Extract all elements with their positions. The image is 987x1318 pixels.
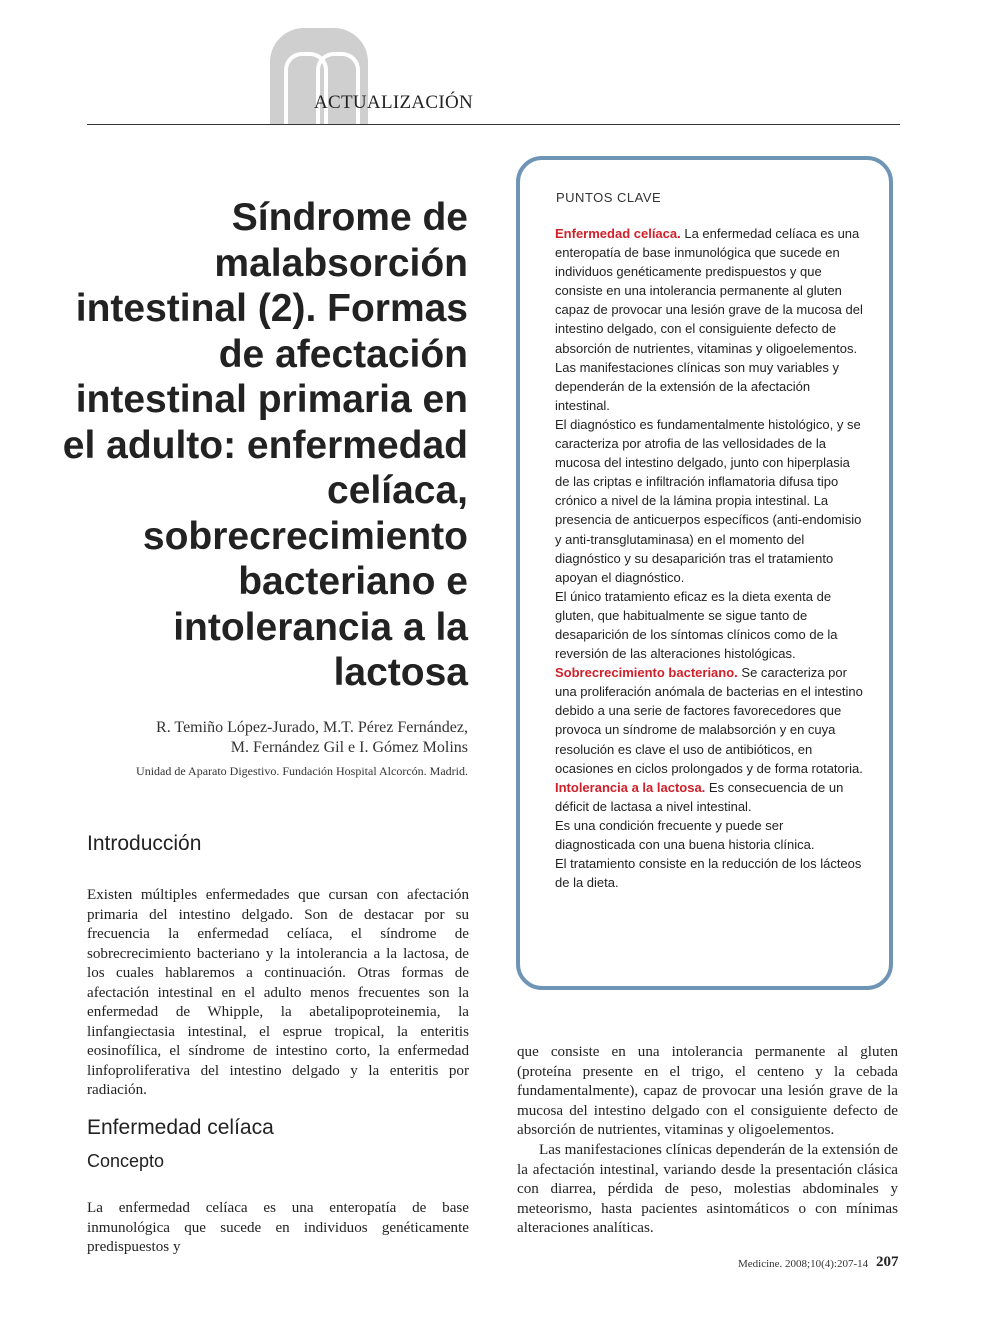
section-label: ACTUALIZACIÓN xyxy=(314,92,474,113)
authors xyxy=(87,718,468,758)
intro-paragraph: Existen múltiples enfermedades que cursan con afectación primaria del intestino delgado. Son de destacar por su frecuencia la enfermedad celíaca, el síndrome de sobrecrecimiento bacteriano y la intolerancia a la lactosa, de los cuales hablaremos a continuación. Otras formas de afectación intestinal en el adulto menos frecuentes son la enfermedad de Whipple, la abetalipoproteinemia, la linfangiectasia intestinal, el esprue tropical, la enteritis eosinofílica, el síndrome de intestino corto, la enfermedad linfoproliferativa del intestino delgado y la enteritis por radiación. xyxy=(87,887,469,1098)
kp-lact-text: Es consecuencia de un déficit de lactasa a nivel intestinal. xyxy=(555,779,844,814)
kp-celiac-p1 xyxy=(555,224,867,358)
concept-paragraph: La enfermedad celíaca es una enteropatía de base inmunológica que sucede en individuos genéticamente predispuestos y xyxy=(87,1200,469,1255)
kp-sibo-head: Sobrecrecimiento bacteriano. xyxy=(555,665,738,681)
kp-celiac-head: Enfermedad celíaca. xyxy=(555,226,681,241)
kp-celiac-p2: Las manifestaciones clínicas son muy variables y dependerán de la extensión de la afectación intestinal. xyxy=(555,359,839,413)
celiac-heading: Enfermedad celíaca xyxy=(87,1116,274,1139)
right-paragraph-2: Las manifestaciones clínicas dependerán de la extensión de la afectación intestinal, variando desde la presentación clásica con diarrea, pérdida de peso, molestias abdominales y meteorismo, hasta pacientes asintomáticos o con mínimas alteraciones analíticas. xyxy=(517,1142,898,1236)
concept-heading: Concepto xyxy=(87,1151,165,1171)
kp-sibo-text: Se caracteriza por una proliferación anómala de bacterias en el intestino debido a una serie de factores favorecedores que provoca un síndrome de malabsorción y en cuya resolución es clave el uso de antibióticos, en ocasiones en ciclos prolongados y de forma rotatoria. xyxy=(555,665,863,776)
kp-celiac-text: La enfermedad celíaca es una enteropatía de base inmunológica que sucede en individuos genéticamente predispuestos y que consiste en una intolerancia permanente al gluten capaz de provocar una lesión grave de la mucosa del intestino delgado, con el consiguiente defecto de absorción de nutrientes, vitaminas y oligoelementos. xyxy=(555,226,863,356)
footer-citation: Medicine. 2008;10(4):207-14 xyxy=(738,1258,869,1270)
kp-celiac-p3: El diagnóstico es fundamentalmente histológico, y se caracteriza por atrofia de las vellosidades de la mucosa del intestino delgado, junto con hiperplasia de las criptas e infiltración inflamatoria difusa tipo crónico a nivel de la lámina propia intestinal. La presencia de anticuerpos específicos (anti-endomisio y anti-transglutaminasa) en el momento del diagnóstico y su desaparición tras el tratamiento apoyan el diagnóstico. xyxy=(555,416,862,585)
kp-lact-p3: El tratamiento consiste en la reducción de los lácteos de la dieta. xyxy=(555,856,862,891)
kp-celiac-p4: El único tratamiento eficaz es la dieta exenta de gluten, que habitualmente se sigue tanto de desaparición de los síntomas clínicos como de la reversión de las alteraciones histológicas. xyxy=(555,588,838,662)
kp-lact-p2: Es una condición frecuente y puede ser diagnosticada con una buena historia clínica. xyxy=(555,817,815,852)
intro-heading: Introducción xyxy=(87,832,202,855)
key-points-title: PUNTOS CLAVE xyxy=(556,190,662,205)
page-number: 207 xyxy=(876,1254,899,1270)
right-paragraph-1: que consiste en una intolerancia permanente al gluten (proteína presente en el trigo, el centeno y la cebada fundamentalmente), capaz de provocar una lesión grave de la mucosa del intestino delgado con el consiguiente defecto de absorción de nutrientes, vitaminas y oligoelementos. xyxy=(517,1044,898,1138)
kp-sibo-p1 xyxy=(555,663,867,778)
kp-lact-head: Intolerancia a la lactosa. xyxy=(555,779,706,795)
header-rule xyxy=(87,124,900,125)
authors-line-1: R. Temiño López-Jurado, M.T. Pérez Fernández, xyxy=(156,719,468,736)
logo-arch-right xyxy=(316,52,360,125)
article-title: Síndrome de malabsorción intestinal (2). Formas de afectación intestinal primaria en el adulto: enfermedad celíaca, sobrecrecimiento bacteriano e intolerancia a la lactosa xyxy=(62,196,468,694)
affiliation: Unidad de Aparato Digestivo. Fundación Hospital Alcorcón. Madrid. xyxy=(136,764,468,778)
kp-lact-p1 xyxy=(555,778,867,816)
authors-line-2: M. Fernández Gil e I. Gómez Molins xyxy=(230,739,468,756)
key-points-content xyxy=(555,224,867,892)
